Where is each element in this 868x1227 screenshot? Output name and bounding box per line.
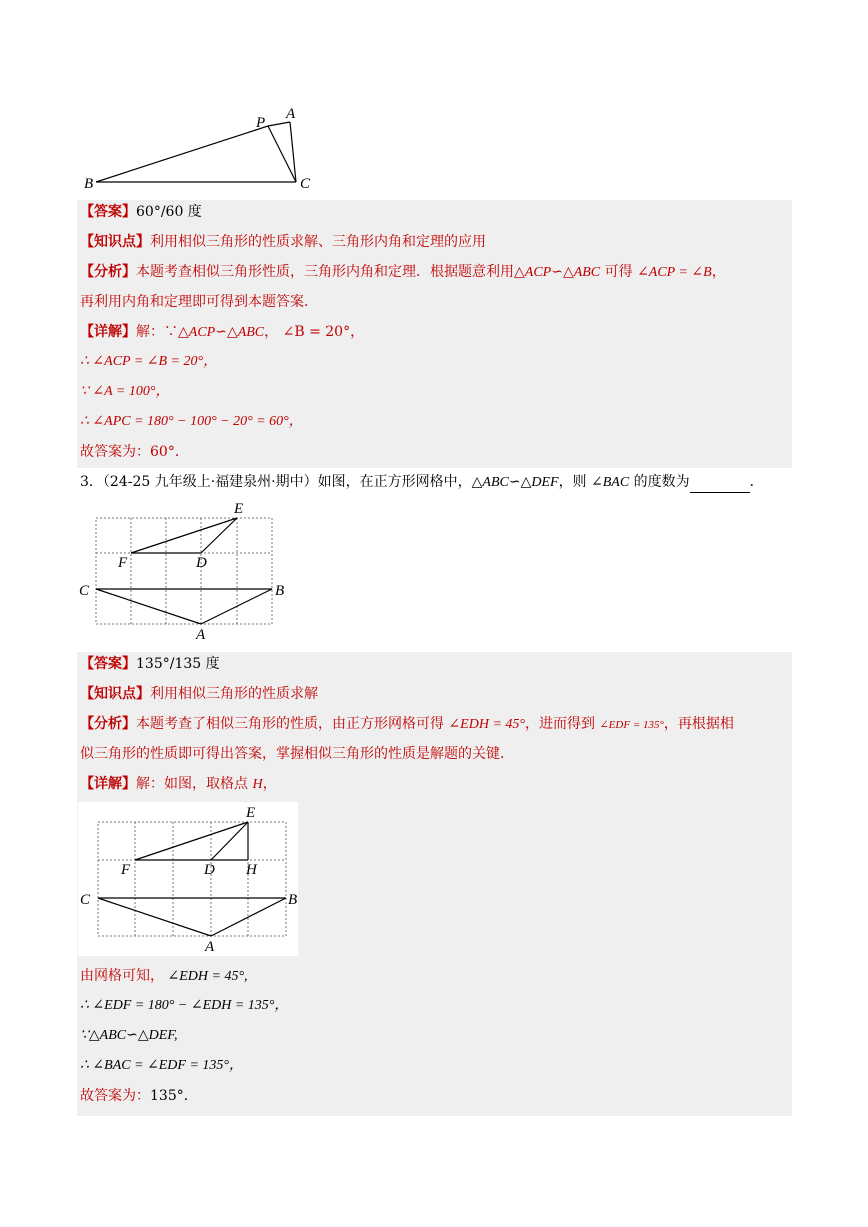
segment-bp (96, 126, 268, 182)
label-a: A (196, 627, 206, 643)
step-2-3: ∵△ABC∽△DEF, (80, 1028, 178, 1043)
label-b: B (84, 176, 94, 192)
conclusion-2: 故答案为：135°． (80, 1088, 198, 1104)
label-h: H (246, 862, 257, 878)
step-2-4: ∴ ∠BAC = ∠EDF = 135°， (80, 1058, 244, 1073)
label-f: F (118, 555, 128, 571)
label-e: E (234, 501, 244, 517)
segment-ca (96, 589, 201, 624)
step-2-2: ∴ ∠EDF = 180° − ∠EDH = 135°， (80, 998, 289, 1013)
answer-line-1: 【答案】60°/60 度 (80, 204, 202, 220)
answer-line-2: 【答案】135°/135 度 (80, 656, 220, 672)
segment-fe (135, 822, 248, 860)
label-d: D (196, 555, 207, 571)
label-f: F (121, 862, 131, 878)
step-1-2: ∵ ∠A = 100°， (80, 384, 170, 399)
label-b: B (288, 892, 298, 908)
segment-de (201, 518, 237, 553)
conclusion-1: 故答案为：60°． (80, 444, 189, 460)
analysis-line-2: 【分析】本题考查了相似三角形的性质，由正方形网格可得 ∠EDH = 45°，进而得到 ∠EDF = 135°，再根据相 (80, 716, 734, 732)
label-a: A (205, 939, 215, 955)
figure-grid-solution (78, 802, 298, 956)
analysis-line-1b: 再利用内角和定理即可得到本题答案． (80, 294, 318, 310)
question-3: 3．（24-25 九年级上·福建泉州·期中）如图，在正方形网格中，△ABC∽△DEF，则 ∠BAC 的度数为 ． (80, 472, 764, 493)
knowledge-line-2: 【知识点】利用相似三角形的性质求解 (80, 686, 318, 702)
label-c: C (80, 892, 91, 908)
segment-fe (131, 518, 237, 553)
step-2-1: 由网格可知， ∠EDH = 45°, (80, 968, 248, 984)
detail-line-1: 【详解】解：∵△ACP∽△ABC， ∠B = 20°， (80, 324, 365, 340)
label-a: A (286, 106, 296, 122)
label-b: B (275, 583, 285, 599)
knowledge-line-1: 【知识点】利用相似三角形的性质求解、三角形内角和定理的应用 (80, 234, 486, 250)
analysis-line-1: 【分析】本题考查相似三角形性质，三角形内角和定理．根据题意利用△ACP∽△ABC 可得 ∠ACP = ∠B， (80, 264, 726, 280)
figure-grid-question (76, 500, 296, 645)
step-1-3: ∴ ∠APC = 180° − 100° − 20° = 60°， (80, 414, 303, 429)
label-c: C (79, 583, 90, 599)
analysis-line-2b: 似三角形的性质即可得出答案，掌握相似三角形的性质是解题的关键． (80, 746, 514, 762)
step-1-1: ∴ ∠ACP = ∠B = 20°， (80, 354, 218, 369)
figure-triangle-acp (80, 100, 320, 195)
segment-ca (98, 898, 211, 936)
label-d: D (204, 862, 215, 878)
segment-pa (268, 122, 290, 126)
detail-line-2: 【详解】解：如图，取格点 H， (80, 776, 277, 792)
answer-blank[interactable] (690, 478, 750, 493)
label-e: E (246, 805, 256, 821)
label-p: P (256, 115, 266, 131)
label-c: C (300, 176, 311, 192)
